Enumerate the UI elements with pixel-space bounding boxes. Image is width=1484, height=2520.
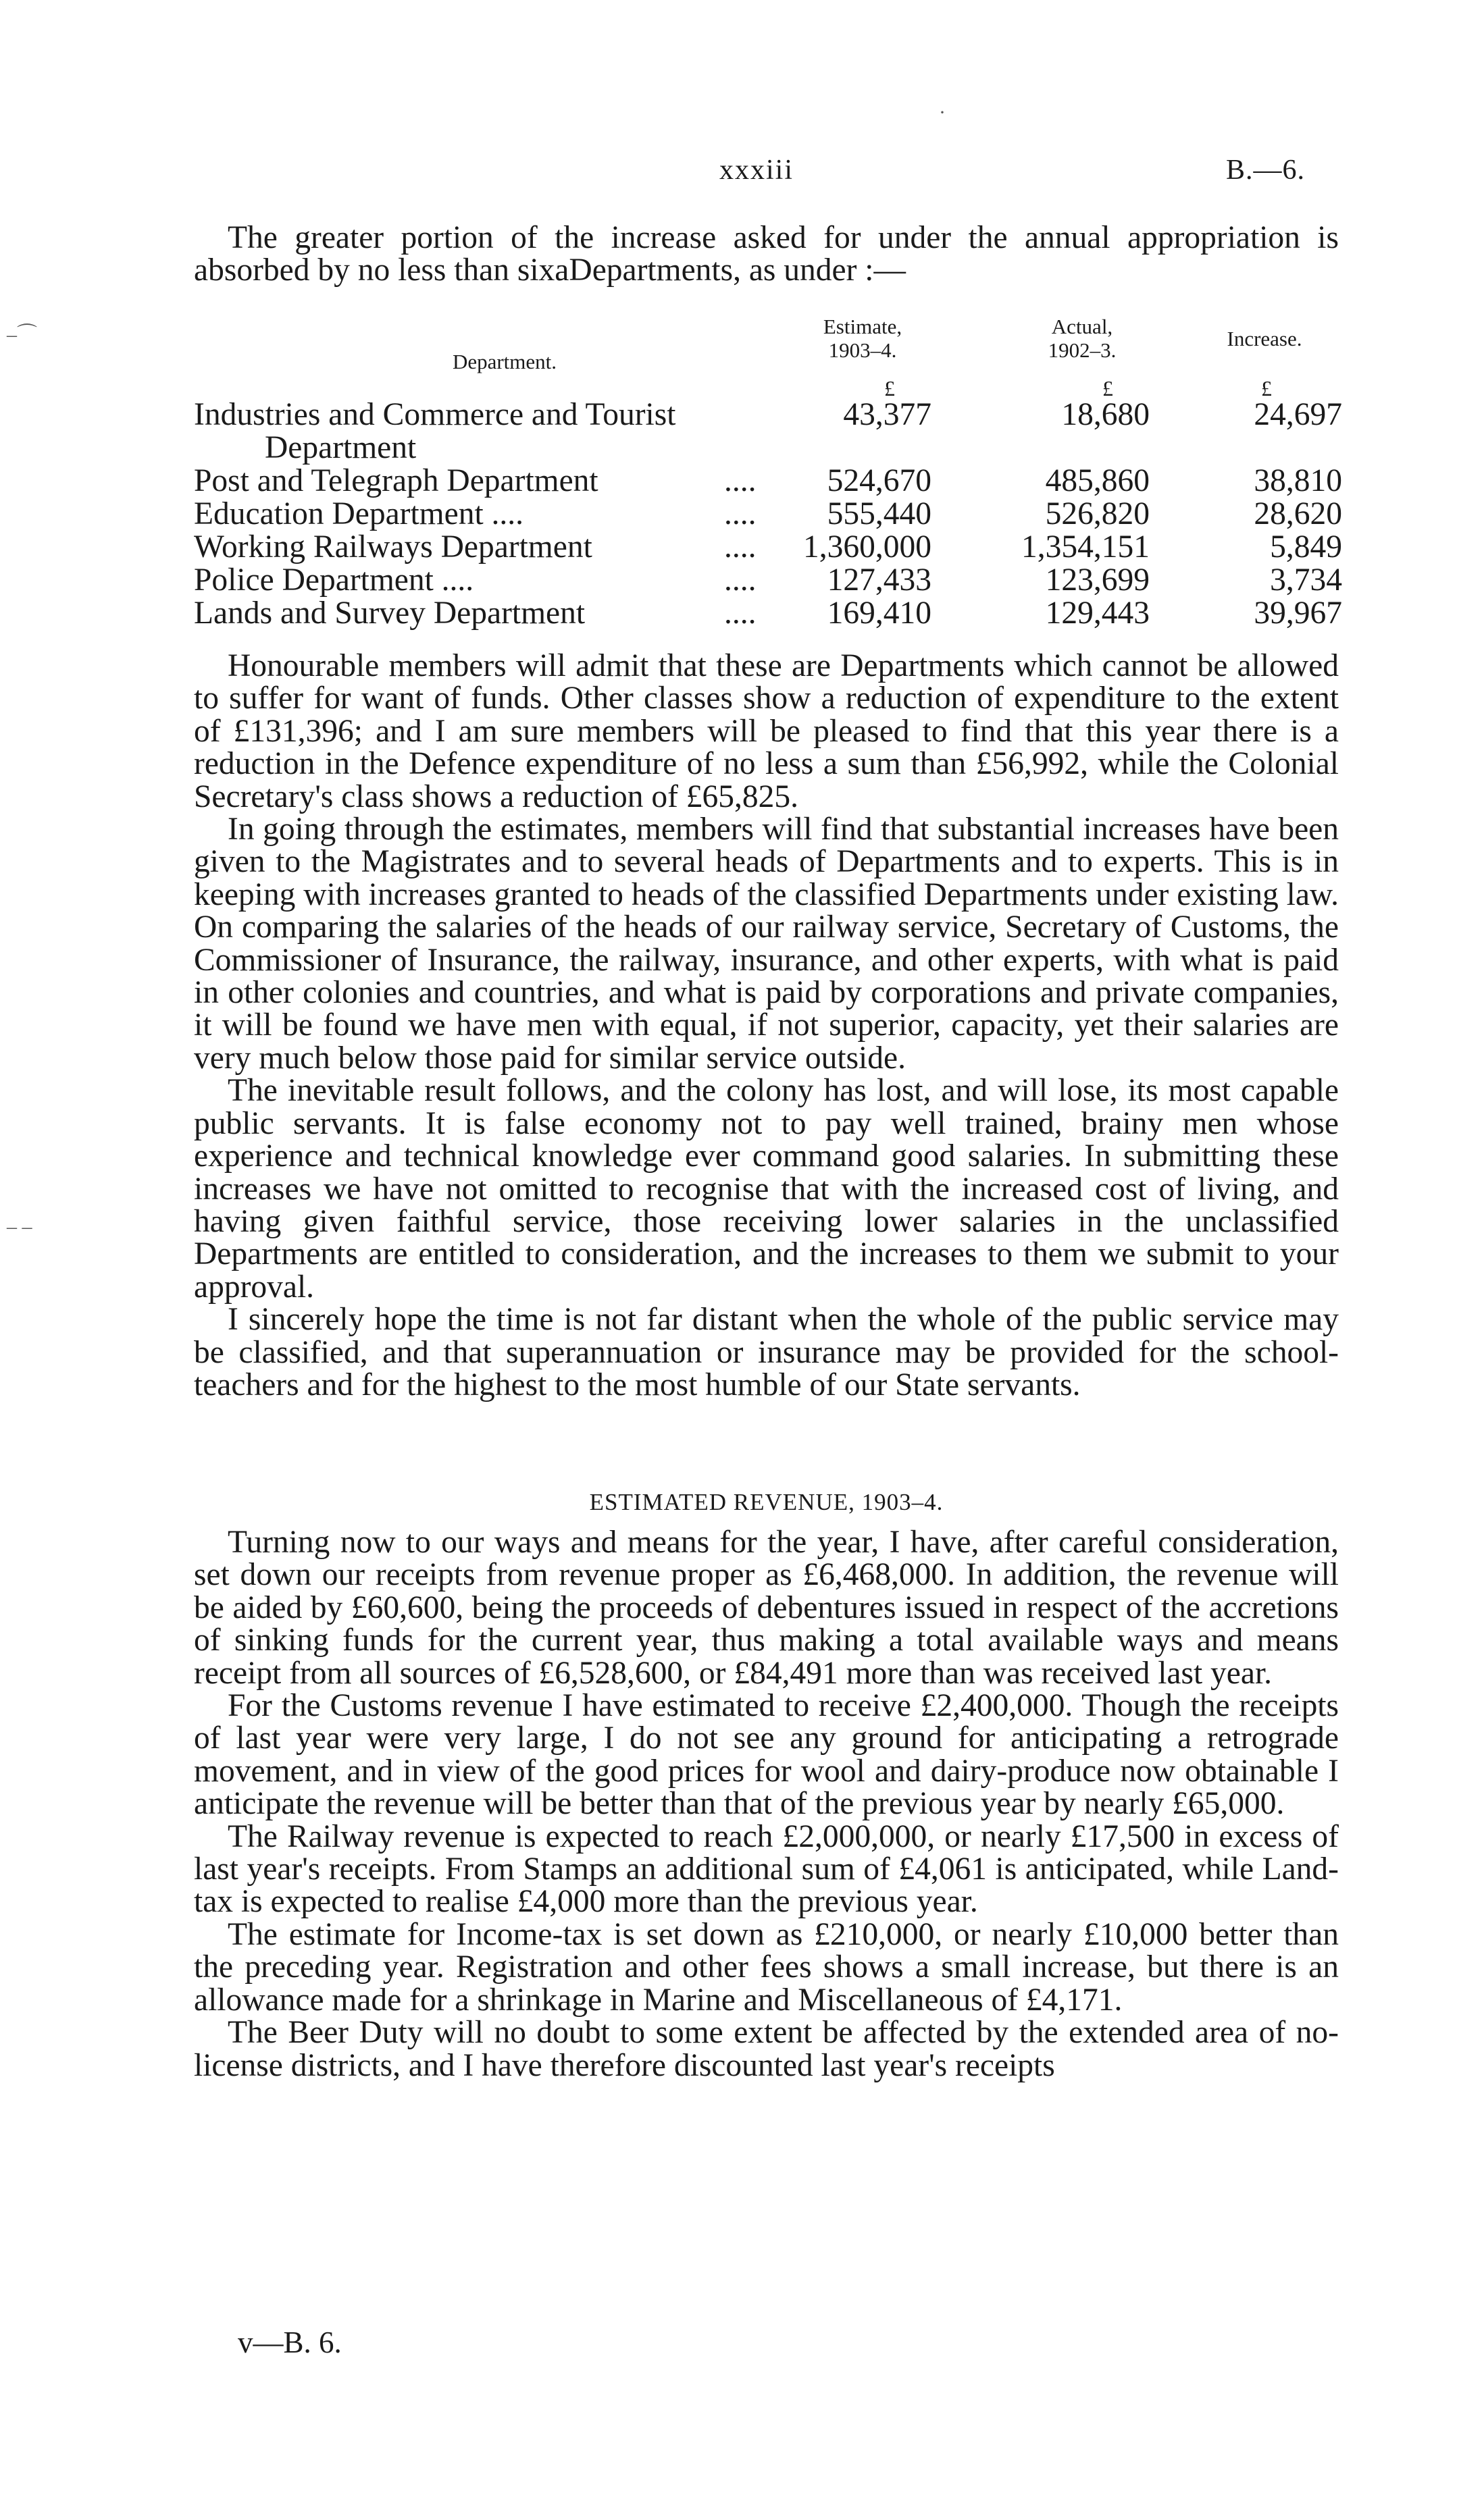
paragraph: For the Customs revenue I have estimated to receive £2,400,000. Though the receipts of last year were very large, I do not see any ground for anticipating a retrograde movement, and in view of the good prices for wool and dairy-produce now obtainable I anticipate the revenue will be better than that of the previous year by nearly £65,000. [194,1688,1339,1822]
estimate-value: 524,670 [827,463,931,498]
column-header-increase: Increase. [1227,327,1302,350]
document-reference: B.—6. [1226,155,1306,186]
estimate-value: 127,433 [827,562,931,598]
table-row [194,398,1342,465]
unit-increase: £ [1261,376,1272,400]
table-row [194,531,1342,564]
actual-value: 1,354,151 [1021,529,1150,565]
actual-value: 485,860 [1045,463,1150,498]
scan-mark: · [939,101,946,124]
unit-estimate: £ [884,376,895,400]
table-body [194,398,1342,630]
section-heading: ESTIMATED REVENUE, 1903–4. [589,1489,944,1515]
unit-actual: £ [1102,376,1113,400]
paragraph: In going through the estimates, members will find that substantial increases have been given to the Magistrates and to several heads of Departments and to experts. This is in keeping with increases granted to heads of the classified Departments under existing law. On comparing the salaries of the heads of our railway service, Secretary of Customs, the Commissioner of Insurance, the railway, insurance, and other experts, with what is paid in other colonies and countries, and what is paid by corporations and private companies, it will be found we have men with equal, if not superior, capacity, yet their salaries are very much below those paid for similar service outside. [194,812,1339,1076]
increase-value: 38,810 [1254,463,1342,498]
column-header-actual: Actual, 1902–3. [1048,315,1117,362]
intro-paragraph: The greater portion of the increase asked for under the annual appropriation is absorbed by no less than sixaDepartments, as under :— [194,220,1339,288]
paragraph: The estimate for Income-tax is set down as £210,000, or nearly £10,000 better than the preceding year. Registration and other fees shows a small increase, but there is an allowance made for a shrinkage in Marine and Miscellaneous of £4,171. [194,1916,1339,2018]
increase-value: 39,967 [1254,596,1342,631]
body-paragraphs-1 [194,650,1339,1401]
paragraph: Turning now to our ways and means for the year, I have, after careful consideration, set down our receipts from revenue proper as £6,468,000. In addition, the revenue will be aided by £60,600, being the proceeds of debentures issued in respect of the accretions of sinking funds for the current year, thus making a total available ways and means receipt from all sources of £6,528,600, or £84,491 more than was received last year. [194,1525,1339,1691]
page-header [0,154,1484,194]
department-name: Industries and Commerce and Tourist Department [194,397,676,465]
table-row [194,564,1342,597]
estimate-value: 555,440 [827,496,931,531]
body-paragraphs-2 [194,1526,1339,2082]
scan-mark: –⌒ [7,323,37,346]
estimate-value: 1,360,000 [803,529,931,565]
estimate-value: 169,410 [827,596,931,631]
department-name: Post and Telegraph Department .... [194,463,757,498]
department-name: Working Railways Department .... [194,529,757,565]
paragraph: The Railway revenue is expected to reach £2,000,000, or nearly £17,500 in excess of last year's receipts. From Stamps an additional sum of £4,061 is anticipated, while Land-tax is expected to realise £4,000 more than the previous year. [194,1818,1339,1920]
paragraph: I sincerely hope the time is not far distant when the whole of the public service may be classified, and that superannuation or insurance may be provided for the school-teachers and for the highest to the most humble of our State servants. [194,1302,1339,1402]
column-header-department: Department. [452,350,557,373]
actual-value: 526,820 [1045,496,1150,531]
actual-value: 18,680 [1061,397,1150,432]
actual-value: 123,699 [1045,562,1150,598]
table-row [194,465,1342,498]
increase-value: 3,734 [1270,562,1342,598]
column-header-estimate: Estimate, 1903–4. [823,315,902,362]
scan-mark: – – [7,1215,32,1238]
increase-value: 28,620 [1254,496,1342,531]
actual-value: 129,443 [1045,596,1150,631]
page-number: xxxiii [719,155,794,186]
paragraph: The Beer Duty will no doubt to some extent be affected by the extended area of no-license districts, and I have therefore discounted last year's receipts [194,2015,1339,2083]
signature-mark: v—B. 6. [238,2326,342,2359]
paragraph: The inevitable result follows, and the colony has lost, and will lose, its most capable public servants. It is false economy not to pay well trained, brainy men whose experience and technical knowledge ever command good salaries. In submitting these increases we have not omitted to recognise that with the increased cost of living, and having given faithful service, those receiving lower salaries in the unclassified Departments are entitled to consideration, and the increases to them we submit to your approval. [194,1073,1339,1305]
table-row [194,597,1342,630]
department-name: Education Department .... .... [194,496,757,531]
increase-value: 5,849 [1270,529,1342,565]
department-name: Police Department .... .... [194,562,757,598]
estimate-value: 43,377 [843,397,931,432]
table-row [194,498,1342,531]
paragraph: Honourable members will admit that these are Departments which cannot be allowed to suffer for want of funds. Other classes show a reduction of expenditure to the extent of £131,396; and I am sure members will be pleased to find that this year there is a reduction in the Defence expenditure of no less a sum than £56,992, while the Colonial Secretary's class shows a reduction of £65,825. [194,648,1339,814]
increase-value: 24,697 [1254,397,1342,432]
department-name: Lands and Survey Department .... [194,596,757,631]
